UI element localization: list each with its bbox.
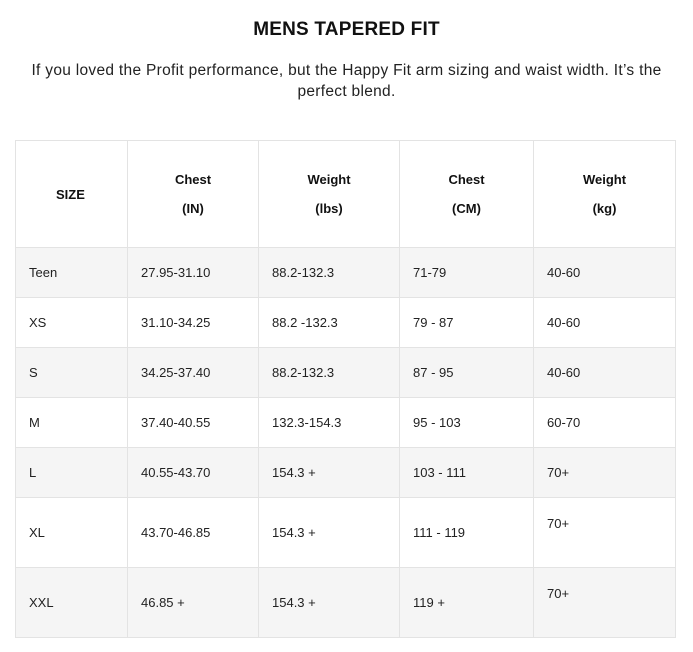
table-row [16,248,676,298]
cell-weight-lbs: 88.2-132.3 [259,248,400,298]
header-size: SIZE [16,141,128,248]
page-title: MENS TAPERED FIT [253,19,440,40]
cell-size: Teen [16,248,128,298]
cell-weight-kg: 40-60 [534,348,676,398]
cell-weight-kg: 60-70 [534,398,676,448]
cell-chest-in: 37.40-40.55 [128,398,259,448]
cell-chest-in: 46.85 + [128,568,259,638]
cell-size: XL [16,498,128,568]
cell-weight-kg: 70+ [534,568,676,638]
cell-weight-kg: 70+ [534,498,676,568]
header-weight-kg: Weight (kg) [534,141,676,248]
table-row [16,348,676,398]
cell-chest-cm: 87 - 95 [400,348,534,398]
table-row [16,498,676,568]
table-row [16,398,676,448]
cell-chest-cm: 111 - 119 [400,498,534,568]
cell-weight-lbs: 88.2 -132.3 [259,298,400,348]
cell-size: XS [16,298,128,348]
cell-size: S [16,348,128,398]
cell-chest-cm: 95 - 103 [400,398,534,448]
table-row [16,298,676,348]
cell-weight-lbs: 154.3 + [259,448,400,498]
cell-chest-in: 27.95-31.10 [128,248,259,298]
cell-weight-lbs: 154.3 + [259,568,400,638]
cell-weight-kg: 70+ [534,448,676,498]
cell-chest-in: 40.55-43.70 [128,448,259,498]
table-row [16,448,676,498]
header-chest-in: Chest (IN) [128,141,259,248]
header-row [16,141,676,248]
cell-chest-cm: 79 - 87 [400,298,534,348]
table-row [16,568,676,638]
header-weight-lbs: Weight (lbs) [259,141,400,248]
cell-chest-in: 34.25-37.40 [128,348,259,398]
cell-weight-kg: 40-60 [534,298,676,348]
cell-weight-lbs: 154.3 + [259,498,400,568]
header-chest-cm: Chest (CM) [400,141,534,248]
cell-weight-lbs: 132.3-154.3 [259,398,400,448]
cell-chest-in: 31.10-34.25 [128,298,259,348]
cell-size: M [16,398,128,448]
fit-description: If you loved the Profit performance, but the Happy Fit arm sizing and waist width. It’s the perfect blend. [31,62,662,100]
cell-chest-cm: 71-79 [400,248,534,298]
cell-weight-kg: 40-60 [534,248,676,298]
cell-weight-lbs: 88.2-132.3 [259,348,400,398]
cell-chest-in: 43.70-46.85 [128,498,259,568]
cell-chest-cm: 103 - 111 [400,448,534,498]
cell-chest-cm: 119 + [400,568,534,638]
size-chart-table [15,140,676,638]
cell-size: XXL [16,568,128,638]
cell-size: L [16,448,128,498]
